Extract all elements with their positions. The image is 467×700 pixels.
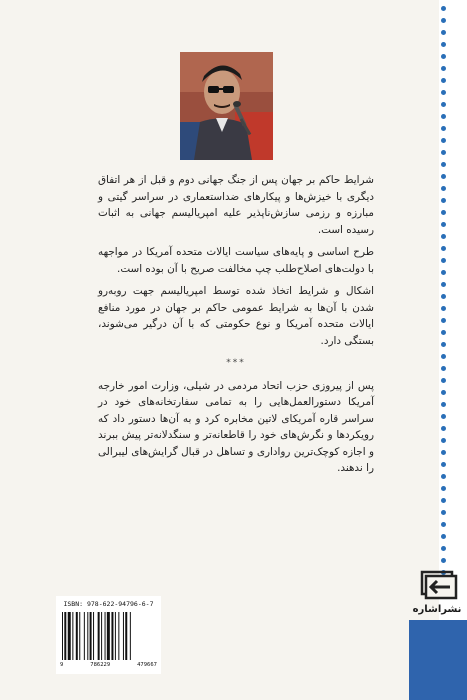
barcode-bar	[125, 612, 127, 660]
border-dot	[441, 438, 446, 443]
paragraph: اشکال و شرایط اتخاذ شده توسط امپریالیسم جهت روبه‌رو شدن با آن‌ها به شرایط عمومی حاکم بر جهان در مورد منافع ایالات متحده آمریکا و نوع حکومتی که با آن درگیر می‌شوند، بستگی دارد.	[98, 285, 374, 347]
publisher-name: نشراشاره	[412, 604, 462, 615]
border-dot	[441, 534, 446, 539]
border-dot	[441, 354, 446, 359]
barcode-bar	[98, 612, 100, 660]
border-dot	[441, 414, 446, 419]
border-dot	[441, 498, 446, 503]
barcode-bar	[76, 612, 78, 660]
border-dot	[441, 522, 446, 527]
paragraph: شرایط حاکم بر جهان پس از جنگ جهانی دوم و قبل از هر اتفاق دیگری با خیزش‌ها و پیکارهای ضداستعماری در سراسر گیتی و مبارزه و رزمی سازش‌ناپذیر علیه امپریالیسم جهانی به اثبات رسیده است.	[98, 174, 374, 236]
barcode-digits	[60, 662, 157, 668]
border-dot	[441, 6, 446, 11]
border-dot	[441, 210, 446, 215]
border-dot	[441, 18, 446, 23]
border-dot	[441, 54, 446, 59]
barcode-bar	[72, 612, 73, 660]
back-cover-text	[98, 172, 374, 483]
barcode-bar	[130, 612, 131, 660]
border-dot	[441, 186, 446, 191]
barcode-bar	[123, 612, 124, 660]
barcode-bar	[84, 612, 85, 660]
border-dot	[441, 138, 446, 143]
barcode-bar	[101, 612, 102, 660]
border-dot	[441, 426, 446, 431]
barcode-bar	[90, 612, 92, 660]
barcode-bar	[111, 612, 113, 660]
border-dot	[441, 162, 446, 167]
barcode-digit-prefix: 9	[60, 662, 64, 668]
paragraph: پس از پیروزی حزب اتحاد مردمی در شیلی، وزارت امور خارجه آمریکا دستورالعمل‌هایی را به تمامی سفارتخانه‌های خود در سراسر قاره آمریکای لاتین مخابره کرد و به آن‌ها دستور داد که رویکردها و نگرش‌های خود را قاطعانه‌تر و سنگدلانه‌تر پیش ببرند و اجازه کوچک‌ترین رواداری و تساهل در قبال گرایش‌های لیبرالی را ندهند.	[98, 379, 374, 474]
border-dot	[441, 246, 446, 251]
barcode-bar	[68, 612, 71, 660]
border-dot	[441, 174, 446, 179]
author-portrait	[180, 52, 273, 160]
border-dot	[441, 390, 446, 395]
barcode-digit-group: 786229	[90, 662, 111, 668]
barcode-bar	[107, 612, 110, 660]
border-dot	[441, 330, 446, 335]
barcode-bar	[105, 612, 106, 660]
border-dot	[441, 462, 446, 467]
border-dot	[441, 486, 446, 491]
paragraph: طرح اساسی و پایه‌های سیاست ایالات متحده آمریکا در مواجهه با دولت‌های اصلاح‌طلب چپ مخالفت صریح با آن بوده است.	[98, 246, 374, 275]
arrow-book-icon	[420, 568, 460, 602]
barcode-bar	[64, 612, 66, 660]
barcode-digit-group: 479667	[137, 662, 157, 668]
isbn-label: ISBN: 978-622-94796-6-7	[63, 600, 154, 608]
border-dot	[441, 558, 446, 563]
border-dot	[441, 30, 446, 35]
border-dot	[441, 282, 446, 287]
barcode-bar	[115, 612, 116, 660]
border-dot	[441, 234, 446, 239]
border-dot	[441, 126, 446, 131]
border-dot	[441, 66, 446, 71]
border-dot	[441, 474, 446, 479]
border-dot	[441, 150, 446, 155]
border-dot	[441, 378, 446, 383]
barcode-bar	[87, 612, 88, 660]
border-dot	[441, 306, 446, 311]
border-dot	[441, 342, 446, 347]
barcode-bar	[118, 612, 119, 660]
border-dot	[441, 510, 446, 515]
section-separator: ***	[226, 358, 246, 368]
border-dot	[441, 114, 446, 119]
border-dot	[441, 294, 446, 299]
border-dot	[441, 402, 446, 407]
isbn-barcode	[56, 596, 161, 674]
border-dot	[441, 222, 446, 227]
border-dot	[441, 198, 446, 203]
border-dot	[441, 90, 446, 95]
border-dot	[441, 42, 446, 47]
border-dot	[441, 270, 446, 275]
border-dot	[441, 102, 446, 107]
barcode-bar	[93, 612, 94, 660]
border-dot	[441, 366, 446, 371]
accent-band	[409, 620, 467, 700]
border-dot	[441, 78, 446, 83]
border-dot	[441, 258, 446, 263]
border-dot	[441, 318, 446, 323]
border-dot	[441, 546, 446, 551]
barcode-bars	[62, 612, 155, 660]
dotted-border	[441, 6, 447, 606]
barcode-bar	[62, 612, 63, 660]
border-dot	[441, 450, 446, 455]
barcode-bar	[79, 612, 80, 660]
